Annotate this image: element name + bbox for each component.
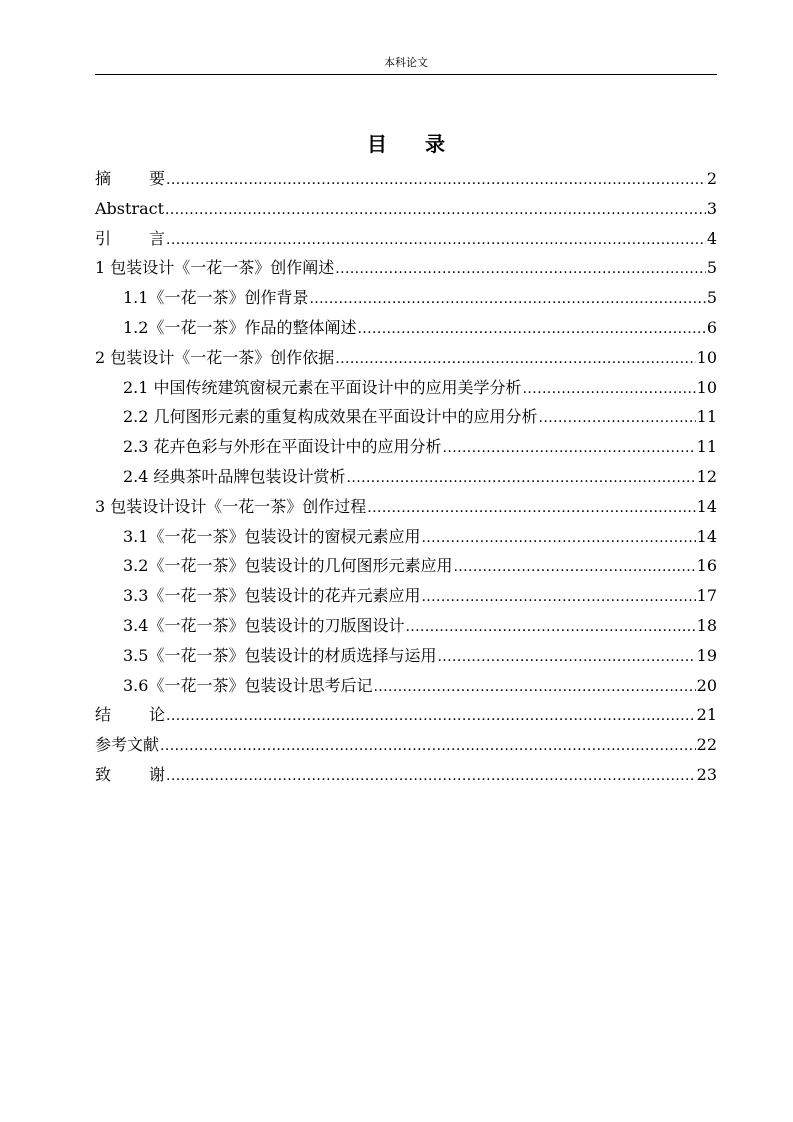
toc-page-number: 10: [696, 377, 717, 397]
toc-dot-leader: [443, 432, 696, 464]
toc-entry-label: 3 包装设计设计《一花一茶》创作过程: [95, 496, 367, 516]
toc-entry-label: 2.4 经典茶叶品牌包装设计赏析: [123, 466, 346, 486]
toc-page-number: 12: [696, 466, 717, 486]
toc-page-number: 4: [706, 228, 717, 248]
toc-entry[interactable]: [95, 492, 717, 522]
toc-entry-label-char: 论: [149, 705, 166, 725]
toc-entry-label: [95, 700, 165, 730]
toc-entry-label: [95, 164, 165, 194]
toc-page-number: 22: [696, 735, 717, 755]
toc-entry-label: 3.1《一花一茶》包装设计的窗棂元素应用: [123, 526, 421, 546]
toc-entry-label: 3.2《一花一茶》包装设计的几何图形元素应用: [123, 556, 453, 576]
toc-dot-leader: [437, 641, 695, 673]
toc-entry[interactable]: [95, 581, 717, 611]
toc-entry[interactable]: [95, 343, 717, 373]
toc-dot-leader: [367, 492, 695, 524]
toc-dot-leader: [166, 164, 706, 196]
running-header: 本科论文: [95, 56, 717, 75]
toc-entry-label-char: 结: [95, 705, 112, 725]
toc-entry[interactable]: [95, 194, 717, 224]
toc-entry[interactable]: [95, 313, 717, 343]
toc-dot-leader: [357, 313, 705, 345]
toc-page-number: 19: [696, 645, 717, 665]
toc-entry-label: 1 包装设计《一花一茶》创作阐述: [95, 258, 335, 278]
toc-page-number: 2: [706, 169, 717, 188]
toc-page-number: 20: [696, 675, 717, 695]
toc-entry[interactable]: [95, 700, 717, 730]
toc-title-right: 录: [425, 132, 445, 156]
toc-entry-label: 1.1《一花一茶》创作背景: [123, 288, 309, 308]
toc-entry-label: 2 包装设计《一花一茶》创作依据: [95, 347, 335, 367]
toc-dot-leader: [347, 462, 696, 494]
toc-entry[interactable]: [95, 611, 717, 641]
toc-entry-label: Abstract: [95, 198, 165, 218]
toc-entry[interactable]: [95, 641, 717, 671]
toc-dot-leader: [166, 224, 706, 256]
toc-entry-label: 3.5《一花一茶》包装设计的材质选择与运用: [123, 645, 437, 665]
toc-entry-label: 参考文献: [95, 735, 160, 755]
toc-entry-label-char: 摘: [95, 169, 112, 188]
toc-entry[interactable]: [95, 164, 717, 194]
toc-entry-label: [95, 224, 165, 254]
toc-page-number: 11: [696, 437, 717, 457]
toc-entry-label-char: 谢: [149, 764, 166, 784]
table-of-contents: [95, 164, 717, 790]
toc-dot-leader: [160, 730, 696, 762]
toc-entry[interactable]: [95, 373, 717, 403]
toc-entry-label: 2.3 花卉色彩与外形在平面设计中的应用分析: [123, 437, 442, 457]
toc-entry[interactable]: [95, 224, 717, 254]
toc-entry[interactable]: [95, 760, 717, 790]
toc-entry-label-char: 言: [149, 228, 166, 248]
toc-entry[interactable]: [95, 551, 717, 581]
toc-entry[interactable]: [95, 522, 717, 552]
toc-page-number: 5: [706, 258, 717, 278]
toc-entry[interactable]: [95, 253, 717, 283]
toc-page-number: 21: [696, 705, 717, 725]
toc-entry[interactable]: [95, 283, 717, 313]
toc-page-number: 10: [696, 347, 717, 367]
toc-page-number: 16: [696, 556, 717, 576]
toc-entry-label-char: 致: [95, 764, 112, 784]
toc-title-left: 目: [367, 132, 387, 156]
toc-page-number: 14: [696, 526, 717, 546]
toc-page-number: 23: [696, 764, 717, 784]
toc-dot-leader: [523, 373, 696, 405]
toc-entry[interactable]: [95, 671, 717, 701]
toc-page-number: 6: [706, 317, 717, 337]
toc-entry[interactable]: [95, 730, 717, 760]
toc-dot-leader: [166, 760, 696, 792]
toc-entry[interactable]: [95, 432, 717, 462]
toc-page-number: 11: [696, 407, 717, 427]
toc-entry[interactable]: [95, 402, 717, 432]
toc-page-number: 14: [696, 496, 717, 516]
toc-dot-leader: [421, 522, 695, 554]
toc-entry-label-char: 要: [149, 169, 166, 188]
toc-entry-label: 2.2 几何图形元素的重复构成效果在平面设计中的应用分析: [123, 407, 538, 427]
toc-entry-label: 3.3《一花一茶》包装设计的花卉元素应用: [123, 586, 421, 606]
toc-entry-label: [95, 760, 165, 790]
toc-dot-leader: [539, 402, 696, 434]
toc-dot-leader: [405, 611, 695, 643]
toc-entry-label: 1.2《一花一茶》作品的整体阐述: [123, 317, 357, 337]
toc-entry[interactable]: [95, 462, 717, 492]
toc-entry-label: 2.1 中国传统建筑窗棂元素在平面设计中的应用美学分析: [123, 377, 522, 397]
toc-dot-leader: [335, 343, 695, 375]
toc-entry-label: 3.4《一花一茶》包装设计的刀版图设计: [123, 615, 405, 635]
toc-entry-label: 3.6《一花一茶》包装设计思考后记: [123, 675, 373, 695]
toc-dot-leader: [335, 253, 706, 285]
toc-page-number: 17: [696, 586, 717, 606]
toc-page-number: 3: [706, 198, 717, 218]
toc-dot-leader: [309, 283, 705, 315]
toc-dot-leader: [166, 700, 696, 732]
toc-entry-label-char: 引: [95, 228, 112, 248]
toc-dot-leader: [165, 194, 706, 226]
toc-page-number: 18: [696, 615, 717, 635]
toc-dot-leader: [421, 581, 695, 613]
toc-page-number: 5: [706, 288, 717, 308]
toc-dot-leader: [373, 671, 695, 703]
toc-dot-leader: [453, 551, 695, 583]
toc-title: [95, 131, 717, 157]
